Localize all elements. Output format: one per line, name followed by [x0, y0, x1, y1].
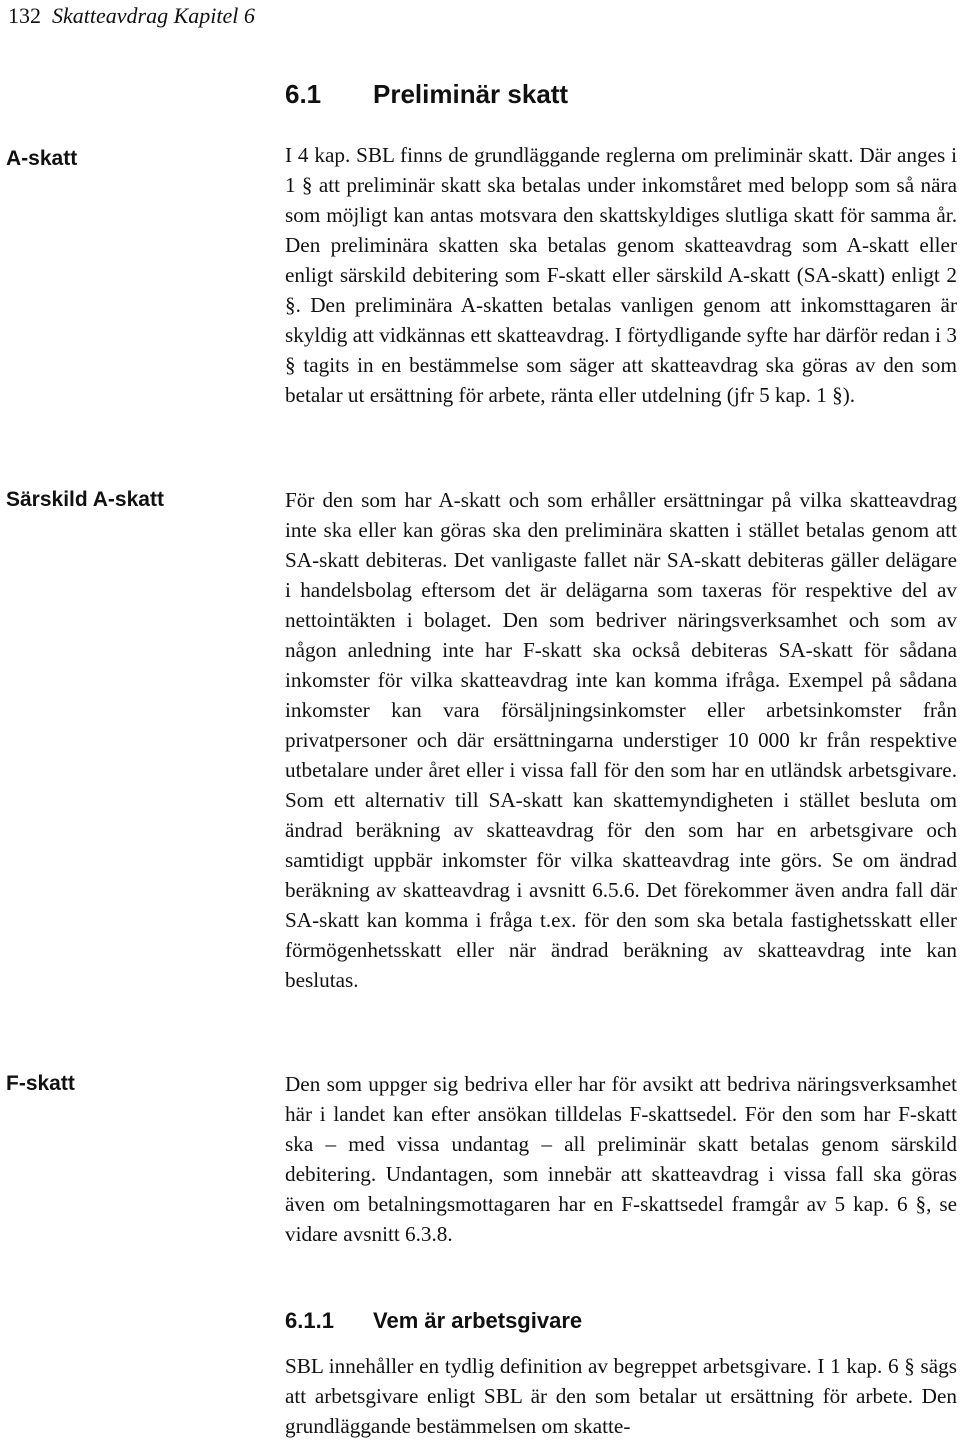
paragraph-sarskild-a-skatt: För den som har A-skatt och som erhåller ersättningar på vilka skatteavdrag inte ska eller kan göras ska den preliminära skatten i stället betalas genom att SA-skatt debiteras. Det vanligaste fallet när SA-skatt debiteras gäller delägare i handelsbolag eftersom det är delägarna som taxeras för respektive del av nettointäkten i bolaget. Den som bedriver näringsverksamhet och som av någon anledning inte har F-skatt ska också debiteras SA-skatt för sådana inkomster för vilka skatteavdrag inte kan komma ifråga. Exempel på sådana inkomster kan vara försäljningsinkomster eller arbetsinkomster från privatpersoner och där ersättningarna understiger 10 000 kr från respektive utbetalare under året eller i vissa fall för den som har en utländsk arbetsgivare. Som ett alternativ till SA-skatt kan skattemyndigheten i stället besluta om ändrad beräkning av skatteavdrag för den som har en arbetsgivare och samtidigt uppbär inkomster för vilka skatteavdrag inte görs. Se om ändrad beräkning av skatteavdrag i avsnitt 6.5.6. Det förekommer även andra fall där SA-skatt kan komma i fråga t.ex. för den som ska betala fastighetsskatt eller förmögenhetsskatt eller när ändrad beräkning av skatteavdrag inte kan beslutas. — [285, 488, 957, 992]
margin-note-sarskild-a-skatt: Särskild A-skatt — [6, 488, 164, 511]
running-head-title: Skatteavdrag Kapitel 6 — [52, 3, 255, 28]
page-number: 132 — [8, 3, 41, 28]
section-number: 6.1 — [285, 79, 322, 109]
section-heading — [285, 76, 568, 112]
section-title: Preliminär skatt — [373, 79, 569, 109]
running-head — [8, 2, 255, 30]
subsection-heading — [285, 1305, 582, 1337]
margin-note-f-skatt: F-skatt — [6, 1072, 75, 1095]
paragraph-a-skatt: I 4 kap. SBL finns de grundläggande reglerna om preliminär skatt. Där anges i 1 § att preliminär skatt ska betalas under inkomståret med belopp som så nära som möjligt kan antas motsvara den skattskyldiges slutliga skatt för samma år. Den preliminära skatten ska betalas genom skatteavdrag som A-skatt eller enligt särskild debitering som F-skatt eller särskild A-skatt (SA-skatt) enligt 2 §. Den preliminära A-skatten betalas vanligen genom att inkomsttagaren är skyldig att vidkännas ett skatteavdrag. I förtydligande syfte har därför redan i 3 § tagits in en bestämmelse som säger att skatteavdrag ska göras av den som betalar ut ersättning för arbete, ränta eller utdelning (jfr 5 kap. 1 §). — [285, 143, 957, 407]
margin-note-a-skatt: A-skatt — [6, 147, 78, 170]
paragraph-arbetsgivare: SBL innehåller en tydlig definition av begreppet arbetsgivare. I 1 kap. 6 § sägs att arbetsgivare enligt SBL är den som betalar ut ersättning för arbete. Den grundläggande bestämmelsen om skatte- — [285, 1354, 957, 1438]
subsection-number: 6.1.1 — [285, 1308, 334, 1333]
paragraph-f-skatt: Den som uppger sig bedriva eller har för avsikt att bedriva näringsverksamhet här i landet kan efter ansökan tilldelas F-skattsedel. För den som har F-skatt ska – med vissa undantag – all preliminär skatt betalas genom särskild debitering. Undantagen, som innebär att skatteavdrag i vissa fall ska göras även om betalningsmottagaren har en F-skattsedel framgår av 5 kap. 6 §, se vidare avsnitt 6.3.8. — [285, 1072, 957, 1246]
subsection-title: Vem är arbetsgivare — [373, 1308, 583, 1333]
